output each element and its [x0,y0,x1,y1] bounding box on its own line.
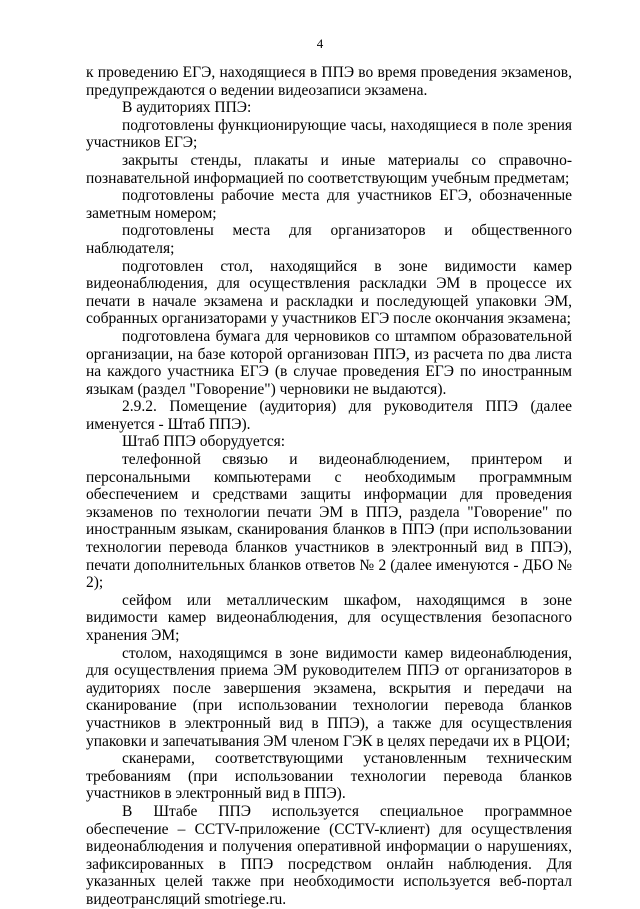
paragraph: подготовлены функционирующие часы, находящиеся в поле зрения участников ЕГЭ; [86,116,572,152]
paragraph: подготовлены рабочие места для участников ЕГЭ, обозначенные заметным номером; [86,187,572,222]
paragraph: телефонной связью и видеонаблюдением, принтером и персональными компьютерами с необходимым программным обеспечением и средствами защиты информации для проведения экзаменов по технологии печати ЭМ в ППЭ, раздела "Говорение" по иностранным языкам, сканирования бланков в ППЭ (при использовании технологии перевода бланков участников в электронный вид в ППЭ), печати дополнительных бланков ответов № 2 (далее именуются - ДБО № 2); [86,451,572,592]
paragraph: сейфом или металлическим шкафом, находящимся в зоне видимости камер видеонаблюдения, для осуществления безопасного хранения ЭМ; [86,591,572,644]
page-number: 4 [316,36,324,51]
paragraph: подготовлены места для организаторов и общественного наблюдателя; [86,222,572,257]
paragraph: 2.9.2. Помещение (аудитория) для руководителя ППЭ (далее именуется - Штаб ППЭ). [86,398,572,433]
document-body [86,64,572,909]
paragraph: Штаб ППЭ оборудуется: [122,433,286,451]
paragraph: подготовлена бумага для черновиков со штампом образовательной организации, на базе которой организован ППЭ, из расчета по два листа на каждого участника ЕГЭ (в случае проведения ЕГЭ по иностранным языкам (раздел "Говорение") черновики не выдаются). [86,327,572,398]
paragraph: закрыты стенды, плакаты и иные материалы со справочно-познавательной информацией по соответствующим учебным предметам; [86,151,572,187]
paragraph: В Штабе ППЭ используется специальное программное обеспечение – CCTV-приложение (CCTV-клиент) для осуществления видеонаблюдения и получения оперативной информации о нарушениях, зафиксированных в ППЭ посредством онлайн наблюдения. Для указанных целей также при необходимости используется веб-портал видеотрансляций smotriege.ru. [86,802,572,908]
paragraph: В аудиториях ППЭ: [122,99,252,117]
paragraph: столом, находящимся в зоне видимости камер видеонаблюдения, для осуществления приема ЭМ руководителем ППЭ от организаторов в аудиториях после завершения экзамена, вскрытия и передачи на сканирование (при использовании технологии перевода бланков участников в электронный вид в ППЭ), а также для осуществления упаковки и запечатывания ЭМ членом ГЭК в целях передачи их в РЦОИ; [86,644,572,750]
paragraph: сканерами, соответствующими установленным техническим требованиям (при использовании технологии перевода бланков участников в электронный вид в ППЭ). [86,750,572,803]
paragraph: к проведению ЕГЭ, находящиеся в ППЭ во время проведения экзаменов, предупреждаются о ведении видеозаписи экзамена. [86,64,572,99]
paragraph: подготовлен стол, находящийся в зоне видимости камер видеонаблюдения, для осуществления раскладки ЭМ в процессе их печати в начале экзамена и раскладки и последующей упаковки ЭМ, собранных организаторами у участников ЕГЭ после окончания экзамена; [86,257,572,328]
